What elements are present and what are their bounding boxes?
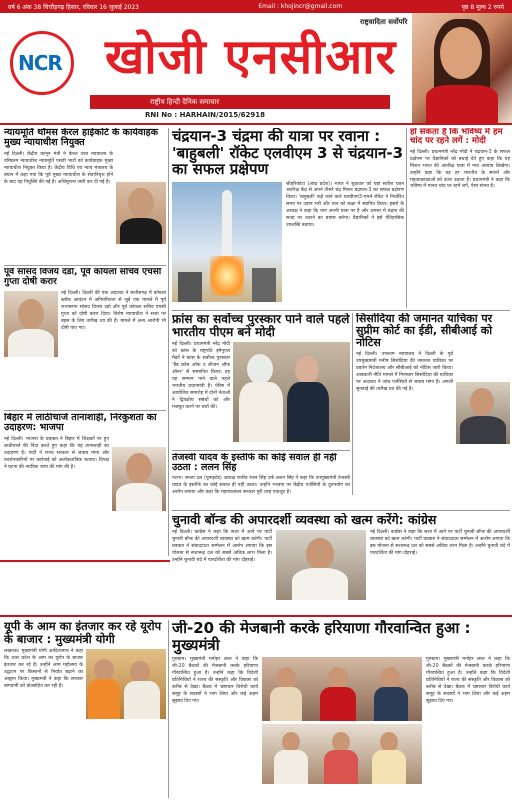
article-headline: चुनावी बॉन्ड की अपारदर्शी व्यवस्था को खत्म करेंगे: कांग्रेस — [172, 513, 437, 527]
email-info: Email : khojincr@gmail.com — [258, 3, 343, 10]
article-body: नई दिल्ली। केंद्रीय कानून मंत्री ने केरल उच्च न्यायालय के वरिष्ठतम न्यायाधीश न्यायमूर्ति एसवी भाटी को कार्यवाहक मुख्य न्यायाधीश नियुक्त किया है। केंद्रीय विधि एवं न्याय मंत्रालय के बयान में कहा गया कि पूर्व मुख्य न्यायाधीश के सेवानिवृत्त होने के बाद यह नियुक्ति की गई है। अधिसूचना जारी कर दी गई है। — [4, 151, 113, 185]
article-body: नई दिल्ली। कांग्रेस ने कहा कि सत्ता में आने पर पार्टी चुनावी बॉन्ड की अपारदर्शी व्यवस्था को खत्म करेगी। पार्टी प्रवक्ता ने संवाददाता सम्मेलन में आरोप लगाया कि इस योजना से सत्तारूढ़ दल को सबसे अधिक लाभ मिला है। उन्होंने चुनावी चंदे में पारदर्शिता की मांग दोहराई। — [172, 529, 272, 563]
article-modi-moon — [406, 128, 510, 308]
article-body: नई दिल्ली। भाजपा के प्रवक्ता ने बिहार में शिक्षकों पर हुए लाठीचार्ज की निंदा करते हुए कहा कि यह तानाशाही का उदाहरण है। पार्टी ने राज्य सरकार से जवाब मांगा और प्रदर्शनकारियों पर कार्रवाई को अलोकतांत्रिक बताया। विपक्ष ने घटना की न्यायिक जांच की मांग की है। — [4, 436, 109, 470]
article-headline: न्यायमूर्ति थॉमस केरल हाईकोर्ट के कार्यवाहक मुख्य न्यायाधीश नियुक्त — [4, 128, 158, 149]
article-body-continued: नई दिल्ली। कांग्रेस ने कहा कि सत्ता में आने पर पार्टी चुनावी बॉन्ड की अपारदर्शी व्यवस्था को खत्म करेगी। पार्टी प्रवक्ता ने संवाददाता सम्मेलन में आरोप लगाया कि इस योजना से सत्तारूढ़ दल को सबसे अधिक लाभ मिला है। उन्होंने चुनावी चंदे में पारदर्शिता की मांग दोहराई। — [370, 529, 510, 556]
article-headline: यूपी के आम का इंतजार कर रहे यूरोप के बाजार : मुख्यमंत्री योगी — [4, 620, 162, 646]
article-body: नई दिल्ली। दिल्ली की एक अदालत ने छत्तीसगढ़ में कोयला ब्लॉक आवंटन में अनियमितता से जुड़े एक मामले में पूर्व राज्यसभा सांसद विजय दर्डा और पूर्व कोयला सचिव एचसी गुप्ता को दोषी करार दिया। विशेष न्यायाधीश ने सजा पर बहस के लिए तारीख तय की है। मामले में अन्य आरोपी भी दोषी पाए गए। — [61, 290, 166, 331]
article-up-mango — [4, 620, 166, 798]
article-chandrayaan-launch — [172, 128, 404, 308]
article-headline: सिसोदिया की जमानत याचिका पर सुप्रीम कोर्ट का ईडी, सीबीआई को नोटिस — [356, 313, 493, 350]
sisodia-photo — [456, 382, 510, 444]
logo: NCR — [18, 51, 62, 75]
article-body-continued: गुरुग्राम। मुख्यमंत्री मनोहर लाल ने कहा कि जी-20 बैठकों की मेजबानी करके हरियाणा गौरवान्वित हुआ है। उन्होंने कहा कि विदेशी प्रतिनिधियों ने राज्य की संस्कृति और विकास को करीब से देखा। बैठक में भ्रष्टाचार विरोधी कार्य समूह के सदस्यों ने भाग लिया और कई अहम सुझाव दिए गए। — [426, 657, 510, 704]
g20-delegates-photo — [262, 657, 422, 721]
justice-photo — [116, 182, 166, 244]
article-headline: पूर्व सांसद विजय दर्डा, पूर्व कोयला सचिव एचसी गुप्ता दोषी करार — [4, 268, 162, 287]
lead-headline: चंद्रयान-3 चंद्रमा की यात्रा पर रवाना : 'बाहुबली' रॉकेट एलवीएम 3 से चंद्रयान-3 का सफल प्रक्षेपण — [172, 128, 404, 178]
article-headline: बिहार में लाठीचार्ज तानाशाही, निरंकुशता का उदाहरण: भाजपा — [4, 413, 157, 434]
article-darda-convicted — [4, 268, 166, 408]
article-body: नई दिल्ली। प्रधानमंत्री नरेंद्र मोदी ने चंद्रयान-3 के सफल प्रक्षेपण पर वैज्ञानिकों को बधाई देते हुए कहा कि यह मिशन भारत की अंतरिक्ष यात्रा में नया अध्याय लिखेगा। उन्होंने कहा कि यह हर भारतीय के सपनों और महत्वाकांक्षाओं को ऊंचा उठाता है। प्रधानमंत्री ने कहा कि भविष्य में मानव चांद पर रहने लगें, ऐसा संभव है। — [410, 149, 510, 190]
rni-number: RNI No : HARHAIN/2015/62918 — [145, 111, 265, 119]
article-body: गुरुग्राम। मुख्यमंत्री मनोहर लाल ने कहा कि जी-20 बैठकों की मेजबानी करके हरियाणा गौरवान्वित हुआ है। उन्होंने कहा कि विदेशी प्रतिनिधियों ने राज्य की संस्कृति और विकास को करीब से देखा। बैठक में भ्रष्टाचार विरोधी कार्य समूह के सदस्यों ने भाग लिया और कई अहम सुझाव दिए गए। — [172, 657, 258, 704]
tagline-bar — [90, 95, 390, 109]
article-headline: हो सकता है कि भविष्य में हम चांद पर रहने लगें : मोदी — [410, 128, 503, 147]
article-bihar-lathicharge — [4, 413, 166, 556]
article-body: श्रीहरिकोटा (आंध्र प्रदेश)। भारत ने शुक्रवार को यहां सतीश धवन अंतरिक्ष केंद्र से अपने तीसरे चंद्र मिशन चंद्रयान-3 का सफल प्रक्षेपण किया। 'बाहुबली' कहे जाने वाले एलवीएम3-एम4 रॉकेट ने निर्धारित समय पर उड़ान भरी और यान को कक्षा में स्थापित किया। इसरो के अध्यक्ष ने कहा कि यान अपनी यात्रा पर है और अगस्त में चंद्रमा की सतह पर उतरने का प्रयास करेगा। वैज्ञानिकों ने इसे ऐतिहासिक उपलब्धि बताया। — [286, 181, 404, 229]
article-electoral-bond — [172, 513, 510, 613]
g20-ceremony-photo — [262, 724, 422, 784]
article-france-award — [172, 313, 350, 448]
darda-photo — [4, 291, 58, 357]
article-tejashwi — [172, 453, 350, 509]
advertisement-photo — [412, 13, 512, 123]
rocket-launch-photo — [172, 182, 282, 302]
masthead-divider — [0, 123, 512, 125]
article-sisodia-bail — [352, 313, 510, 495]
masthead — [0, 13, 512, 123]
article-body: नई दिल्ली। उच्चतम न्यायालय ने दिल्ली के पूर्व उपमुख्यमंत्री मनीष सिसोदिया की जमानत याचिका पर प्रवर्तन निदेशालय और सीबीआई को नोटिस जारी किया। आबकारी नीति मामले में गिरफ्तार सिसोदिया की याचिका पर अदालत ने जांच एजेंसियों से जवाब मांगा है। अगली सुनवाई की तारीख तय की गई है। — [356, 352, 453, 393]
modi-macron-photo — [233, 342, 350, 442]
article-body: नई दिल्ली। प्रधानमंत्री नरेंद्र मोदी को फ्रांस के राष्ट्रपति इमैनुएल मैक्रों ने फ्रांस के सर्वोच्च पुरस्कार 'ग्रैंड क्रॉस ऑफ द लीजन ऑफ ऑनर' से सम्मानित किया। वह यह सम्मान पाने वाले पहले भारतीय प्रधानमंत्री हैं। पेरिस में आयोजित समारोह में दोनों नेताओं ने द्विपक्षीय संबंधों को और मजबूत करने पर चर्चा की। — [172, 342, 230, 410]
congress-leader-photo — [276, 530, 366, 600]
article-headline: फ्रांस का सर्वोच्च पुरस्कार पाने वाले पहले भारतीय पीएम बने मोदी — [172, 313, 350, 340]
article-body: पटना। जनता दल (यूनाइटेड) अध्यक्ष राजीव रंजन सिंह उर्फ ललन सिंह ने कहा कि उपमुख्यमंत्री तेजस्वी यादव के इस्तीफे का कोई सवाल ही नहीं उठता। उन्होंने भाजपा पर केंद्रीय एजेंसियों के दुरुपयोग का आरोप लगाया और कहा कि महागठबंधन सरकार पूरी तरह एकजुट है। — [172, 475, 350, 495]
issue-info: वर्ष 6 अंक 38 चित्तौड़गढ़ हिसार, रविवार 16 जुलाई 2023 — [8, 3, 139, 11]
motto: राष्ट्रवादिता सर्वोपरि — [360, 18, 408, 26]
newspaper-title: खोजी एनसीआर — [105, 29, 397, 85]
issue-info-bar — [0, 0, 512, 13]
tagline: राष्ट्रीय हिन्दी दैनिक समाचार — [150, 97, 220, 106]
article-justice-thomas — [4, 128, 166, 264]
mango-festival-photo — [86, 649, 166, 719]
article-body: लखनऊ। मुख्यमंत्री योगी आदित्यनाथ ने कहा कि उत्तर प्रदेश के आम का यूरोप के बाजार इंतजार कर रहे हैं। उन्होंने आम महोत्सव के उद्घाटन पर किसानों से निर्यात बढ़ाने का आह्वान किया। मुख्यमंत्री ने कहा कि सरकार बागवानी को प्रोत्साहित कर रही है। — [4, 649, 83, 690]
article-headline: तेजस्वी यादव के इस्तीफे का कोई सवाल ही नहीं उठता : ललन सिंह — [172, 453, 337, 474]
lead-headline: जी-20 की मेजबानी करके हरियाणा गौरवान्वित हुआ : मुख्यमंत्री — [172, 620, 471, 654]
bjp-spokesperson-photo — [112, 447, 166, 511]
page-price-info: पृष्ठ 8 मूल्य 2 रुपये — [461, 3, 504, 11]
article-g20-haryana — [172, 620, 510, 798]
